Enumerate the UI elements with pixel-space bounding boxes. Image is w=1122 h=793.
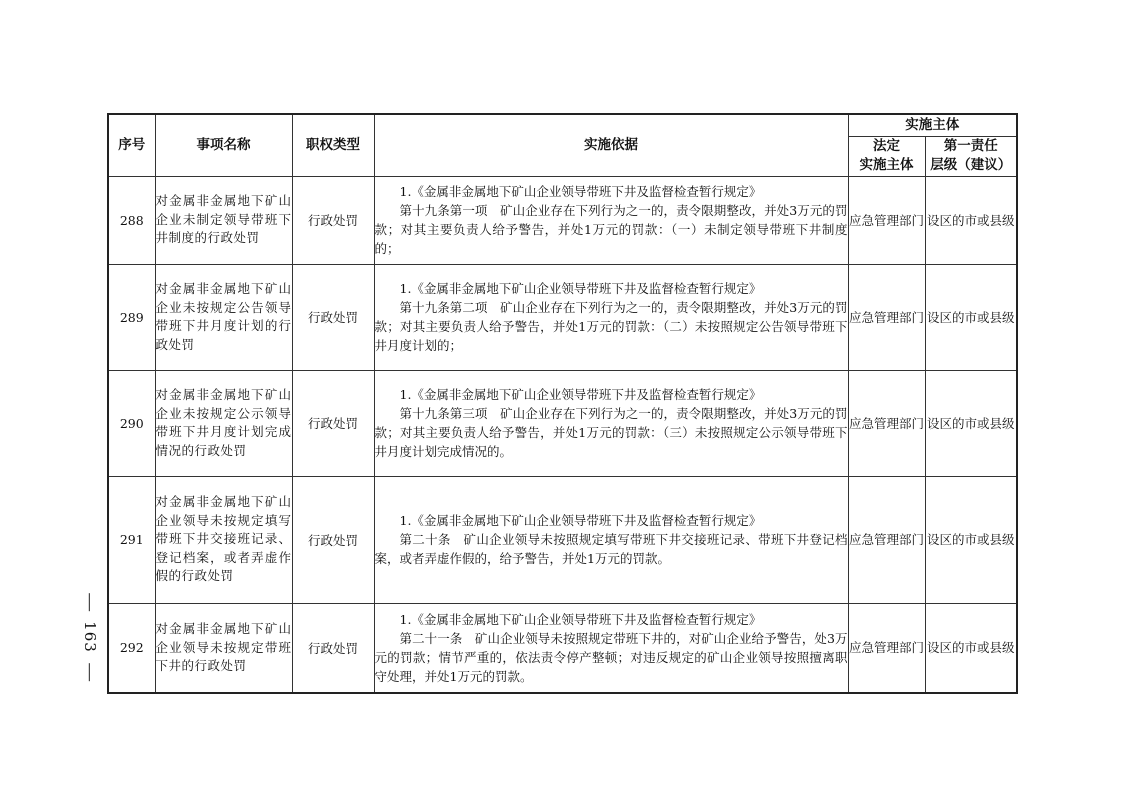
table-row [108, 264, 1017, 370]
header-name: 事项名称 [155, 114, 292, 176]
table-row [108, 176, 1017, 264]
row-level: 设区的市或县级 [925, 264, 1017, 370]
header-legal-subject [848, 136, 925, 176]
basis-article: 第二十一条 矿山企业领导未按照规定带班下井的，对矿山企业给予警告，处3万元的罚款；情节严重的，依法责令停产整顿；对违反规定的矿山企业领导按照擅离职守处理，并处1万元的罚款。 [374, 630, 848, 684]
header-no: 序号 [108, 114, 155, 176]
table-row [108, 476, 1017, 603]
row-type: 行政处罚 [292, 370, 374, 476]
basis-article: 第十九条第一项 矿山企业存在下列行为之一的，责令限期整改，并处3万元的罚款；对其主要负责人给予警告，并处1万元的罚款：（一）未制定领导带班下井制度的； [374, 203, 848, 256]
header-legal-line1: 法定 [873, 138, 900, 154]
page-number: 163 [81, 621, 100, 653]
row-dept: 应急管理部门 [848, 264, 925, 370]
row-level: 设区的市或县级 [925, 370, 1017, 476]
row-basis [374, 176, 848, 264]
row-type: 行政处罚 [292, 176, 374, 264]
basis-source: 1.《金属非金属地下矿山企业领导带班下井及监督检查暂行规定》 [399, 611, 762, 627]
row-no: 291 [108, 476, 155, 603]
header-first-line2: 层级（建议） [930, 157, 1012, 173]
row-name: 对金属非金属地下矿山企业领导未按规定填写带班下井交接班记录、登记档案，或者弄虚作假的行政处罚 [155, 476, 292, 603]
row-level: 设区的市或县级 [925, 176, 1017, 264]
header-legal-line2: 实施主体 [859, 157, 914, 173]
row-type: 行政处罚 [292, 476, 374, 603]
row-level: 设区的市或县级 [925, 603, 1017, 693]
basis-source: 1.《金属非金属地下矿山企业领导带班下井及监督检查暂行规定》 [399, 184, 762, 199]
row-name: 对金属非金属地下矿山企业未制定领导带班下井制度的行政处罚 [155, 176, 292, 264]
row-no: 288 [108, 176, 155, 264]
row-type: 行政处罚 [292, 603, 374, 693]
row-basis [374, 603, 848, 693]
row-no: 290 [108, 370, 155, 476]
row-dept: 应急管理部门 [848, 176, 925, 264]
row-type: 行政处罚 [292, 264, 374, 370]
table-row [108, 603, 1017, 693]
row-dept: 应急管理部门 [848, 603, 925, 693]
table-row [108, 370, 1017, 476]
row-basis [374, 370, 848, 476]
page-number-marker [68, 582, 112, 692]
row-level: 设区的市或县级 [925, 476, 1017, 603]
header-first-line1: 第一责任 [943, 138, 998, 154]
page-dash-right [90, 663, 91, 681]
row-dept: 应急管理部门 [848, 476, 925, 603]
items-table [107, 113, 1018, 694]
basis-article: 第二十条 矿山企业领导未按照规定填写带班下井交接班记录、带班下井登记档案，或者弄虚作假的，给予警告，并处1万元的罚款。 [374, 532, 848, 566]
row-name: 对金属非金属地下矿山企业领导未按规定带班下井的行政处罚 [155, 603, 292, 693]
table-header [108, 114, 1017, 176]
row-dept: 应急管理部门 [848, 370, 925, 476]
header-subject: 实施主体 [848, 114, 1017, 136]
row-name: 对金属非金属地下矿山企业未按规定公告领导带班下井月度计划的行政处罚 [155, 264, 292, 370]
table-body [108, 176, 1017, 693]
basis-source: 1.《金属非金属地下矿山企业领导带班下井及监督检查暂行规定》 [399, 387, 762, 402]
page-dash-left [90, 593, 91, 611]
header-type: 职权类型 [292, 114, 374, 176]
row-basis [374, 476, 848, 603]
header-basis: 实施依据 [374, 114, 848, 176]
header-first-level [925, 136, 1017, 176]
row-name: 对金属非金属地下矿山企业未按规定公示领导带班下井月度计划完成情况的行政处罚 [155, 370, 292, 476]
basis-article: 第十九条第二项 矿山企业存在下列行为之一的，责令限期整改，并处3万元的罚款；对其主要负责人给予警告，并处1万元的罚款：（二）未按照规定公告领导带班下井月度计划的； [374, 300, 848, 353]
basis-article: 第十九条第三项 矿山企业存在下列行为之一的，责令限期整改，并处3万元的罚款；对其主要负责人给予警告，并处1万元的罚款：（三）未按照规定公示领导带班下井月度计划完成情况的。 [374, 406, 848, 459]
row-no: 292 [108, 603, 155, 693]
row-no: 289 [108, 264, 155, 370]
basis-source: 1.《金属非金属地下矿山企业领导带班下井及监督检查暂行规定》 [399, 281, 762, 296]
row-basis [374, 264, 848, 370]
basis-source: 1.《金属非金属地下矿山企业领导带班下井及监督检查暂行规定》 [399, 513, 762, 528]
